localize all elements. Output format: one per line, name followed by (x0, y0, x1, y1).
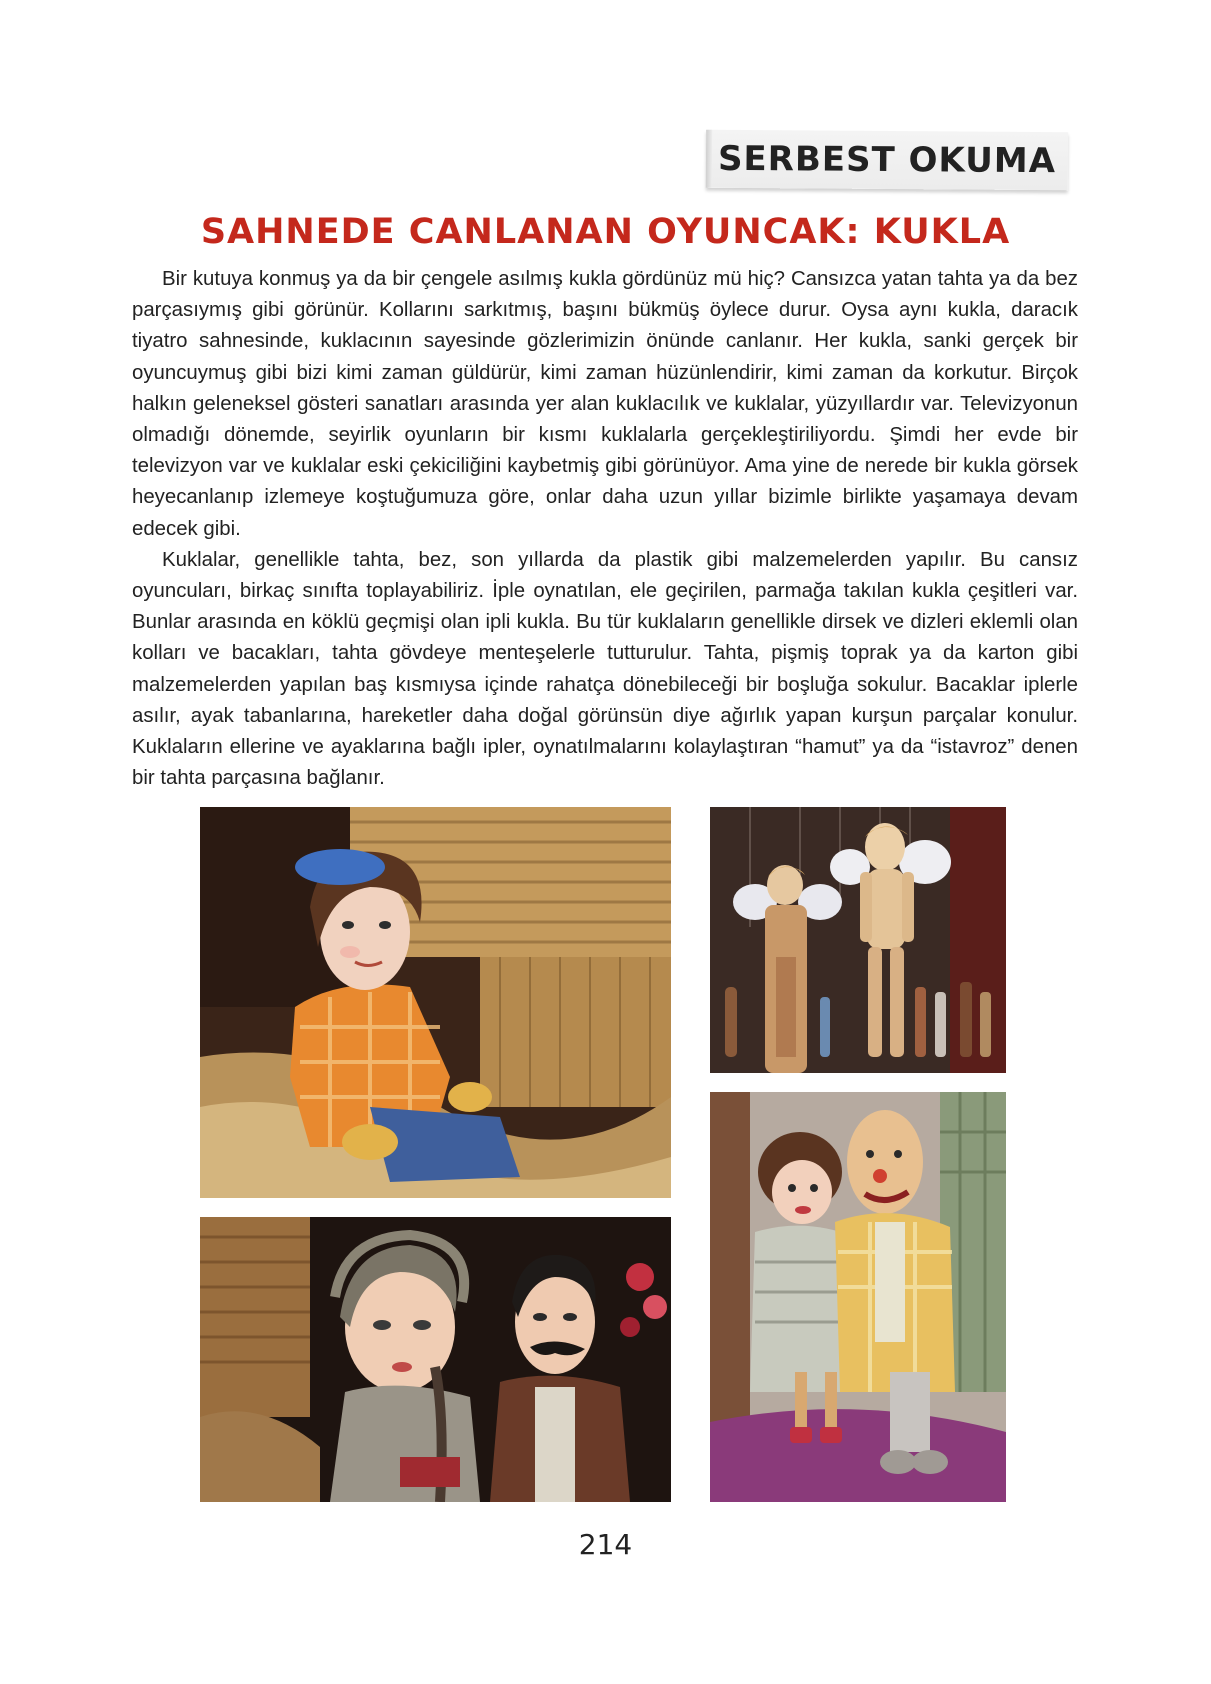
article-body (132, 264, 1078, 794)
section-label: SERBEST OKUMA (717, 138, 1057, 182)
couple-puppets-image (200, 1217, 671, 1502)
puppet-in-basket-image (200, 807, 671, 1198)
photo-puppet-in-basket (200, 807, 671, 1198)
page-title: SAHNEDE CANLANAN OYUNCAK: KUKLA (200, 212, 1011, 252)
photo-two-hand-puppets (710, 1092, 1006, 1502)
wooden-marionettes-image (710, 807, 1006, 1073)
photo-traditional-couple-puppets (200, 1217, 671, 1502)
hand-puppets-image (710, 1092, 1006, 1502)
paragraph-2: Kuklalar, genellikle tahta, bez, son yıllarda da plastik gibi malzemelerden yapılır. Bu cansız oyuncuları, birkaç sınıfta toplayabiliriz. İple oynatılan, ele geçirilen, parmağa takılan kukla çeşitleri var. Bunlar arasında en köklü geçmişi olan ipli kukla. Bu tür kuklaların genellikle dirsek ve dizleri eklemli olan kolları ve bacakları, tahta gövdeye menteşelerle tutturulur. Tahta, pişmiş toprak ya da karton gibi malzemelerden yapılan baş kısmıysa içinde rahatça dönebileceği bir boşluğa sokulur. Bacaklar iplerle asılır, ayak tabanlarına, hareketler daha doğal görünsün diye ağırlık yapan kurşun parçalar konulur. Kuklaların ellerine ve ayaklarına bağlı ipler, oynatılmalarını kolaylaştıran “hamut” ya da “istavroz” denen bir tahta parçasına bağlanır. (132, 548, 1078, 790)
page-number: 214 (578, 1528, 633, 1561)
photo-wooden-angel-marionettes (710, 807, 1006, 1073)
section-label-banner (706, 130, 1068, 191)
paragraph-1: Bir kutuya konmuş ya da bir çengele asılmış kukla gördünüz mü hiç? Cansızca yatan tahta ya da bez parçasıymış gibi görünür. Kollarını sarkıtmış, başını bükmüş öylece durur. Oysa aynı kukla, daracık tiyatro sahnesinde, kuklacının sayesinde gözlerimizin önünde canlanır. Her kukla, sanki gerçek bir oyuncuymuş gibi bizi kimi zaman güldürür, kimi zaman hüzünlendirir, kimi zaman da korkutur. Birçok halkın geleneksel gösteri sanatları arasında yer alan kuklacılık ve kuklalar, yüzyıllardır var. Televizyonun olmadığı dönemde, seyirlik oyunların bir kısmı kuklalarla gerçekleştiriliyordu. Şimdi her evde bir televizyon var ve kuklalar eski çekiciliğini kaybetmiş gibi görünüyor. Ama yine de nerede bir kukla görsek heyecanlanıp izlemeye koştuğumuza göre, onlar daha uzun yıllar bizimle birlikte yaşamaya devam edecek gibi. (132, 268, 1078, 540)
